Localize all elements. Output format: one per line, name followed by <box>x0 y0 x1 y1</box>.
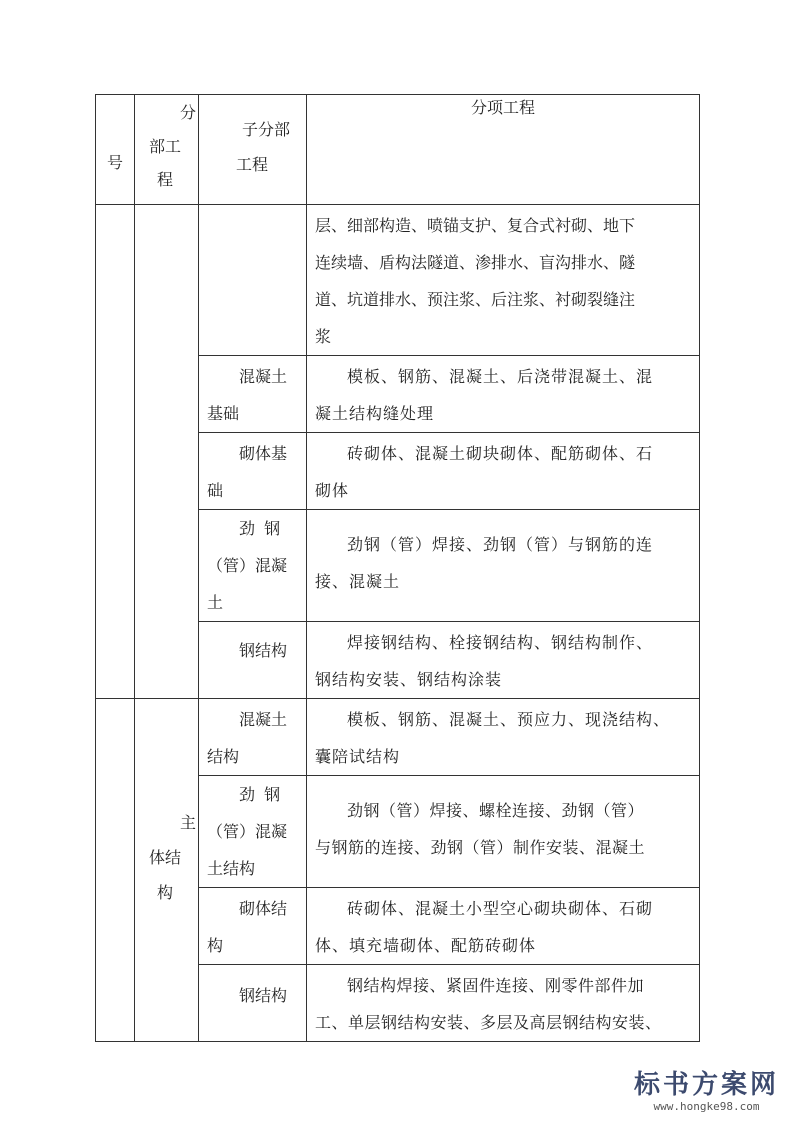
items-line: 砖砌体、混凝土小型空心砌块砌体、石砌 <box>347 899 654 918</box>
subdivision-line: 砌体结 <box>239 899 288 918</box>
header-subdivision-text: 工程 <box>236 155 269 174</box>
items-line: 劲钢（管）焊接、劲钢（管）与钢筋的连 <box>347 535 654 554</box>
items-line: 砌体 <box>315 481 350 500</box>
subdivision-cell <box>199 433 307 510</box>
header-division-text: 部工 <box>149 137 182 156</box>
subdivision-line: 砌体基 <box>239 444 288 463</box>
subdivision-line: 土 <box>207 593 224 612</box>
items-cell <box>307 433 700 510</box>
subdivision-cell <box>199 776 307 888</box>
items-line: 砖砌体、混凝土砌块砌体、配筋砌体、石 <box>347 444 654 463</box>
items-cell <box>307 356 700 433</box>
division-text: 体结 <box>149 848 182 867</box>
items-line: 劲钢（管）焊接、螺栓连接、劲钢（管） <box>347 801 645 820</box>
items-line: 道、坑道排水、预注浆、后注浆、衬砌裂缝注 <box>315 290 636 309</box>
header-items-cell <box>307 95 700 205</box>
subdivision-cell <box>199 622 307 699</box>
subdivision-line: 构 <box>207 936 224 955</box>
division-text: 构 <box>157 883 174 902</box>
division-text: 主 <box>179 813 196 832</box>
division-cell <box>135 699 199 1042</box>
items-line: 钢结构焊接、紧固件连接、刚零件部件加 <box>347 976 645 995</box>
subdivision-cell <box>199 965 307 1042</box>
header-subdivision-text: 子分部 <box>242 120 291 139</box>
table-row <box>96 205 700 356</box>
subdivision-line: 础 <box>207 481 224 500</box>
subdivision-line: 钢结构 <box>239 641 288 660</box>
subdivision-cell <box>199 205 307 356</box>
table-header-row <box>96 95 700 205</box>
items-line: 层、细部构造、喷锚支护、复合式衬砌、地下 <box>315 216 636 235</box>
items-cell <box>307 205 700 356</box>
site-watermark <box>634 1070 779 1114</box>
header-division-cell <box>135 95 199 205</box>
subdivision-line: 钢结构 <box>239 986 288 1005</box>
items-line: 接、混凝土 <box>315 572 401 591</box>
items-line: 与钢筋的连接、劲钢（管）制作安装、混凝土 <box>315 838 646 857</box>
subdivision-line: 劲 钢 <box>239 519 283 538</box>
items-line: 连续墙、盾构法隧道、渗排水、盲沟排水、隧 <box>315 253 636 272</box>
items-line: 模板、钢筋、混凝土、后浇带混凝土、混 <box>347 367 654 386</box>
subdivision-line: 基础 <box>207 404 240 423</box>
items-line: 囊陪试结构 <box>315 747 401 766</box>
subdivision-line: （管）混凝 <box>207 556 288 575</box>
header-number-text: 号 <box>107 153 124 172</box>
items-line: 钢结构安装、钢结构涂装 <box>315 670 503 689</box>
subdivision-line: 混凝土 <box>239 367 288 386</box>
subdivision-cell <box>199 356 307 433</box>
subdivision-line: 混凝土 <box>239 710 288 729</box>
subdivision-cell <box>199 888 307 965</box>
items-line: 焊接钢结构、栓接钢结构、钢结构制作、 <box>347 633 654 652</box>
items-line: 工、单层钢结构安装、多层及高层钢结构安装、 <box>315 1013 662 1032</box>
items-line: 体、填充墙砌体、配筋砖砌体 <box>315 936 537 955</box>
header-division-text: 分 <box>179 103 196 122</box>
subdivision-line: 结构 <box>207 747 240 766</box>
items-cell <box>307 888 700 965</box>
items-cell <box>307 776 700 888</box>
watermark-url: www.hongke98.com <box>653 1100 760 1113</box>
subdivision-line: 劲 钢 <box>239 785 283 804</box>
items-cell <box>307 510 700 622</box>
items-line: 浆 <box>315 327 332 346</box>
subdivision-cell <box>199 510 307 622</box>
project-division-table <box>95 94 700 1042</box>
header-number-cell <box>96 95 135 205</box>
table-row <box>96 699 700 776</box>
division-cell <box>135 205 199 699</box>
number-cell <box>96 205 135 699</box>
items-line: 凝土结构缝处理 <box>315 404 435 423</box>
header-items-text: 分项工程 <box>470 98 535 117</box>
watermark-title: 标书方案网 <box>633 1070 779 1100</box>
subdivision-cell <box>199 699 307 776</box>
items-cell <box>307 699 700 776</box>
items-line: 模板、钢筋、混凝土、预应力、现浇结构、 <box>347 710 671 729</box>
items-cell <box>307 965 700 1042</box>
subdivision-line: 土结构 <box>207 859 256 878</box>
number-cell <box>96 699 135 1042</box>
subdivision-line: （管）混凝 <box>207 822 288 841</box>
header-subdivision-cell <box>199 95 307 205</box>
header-division-text: 程 <box>157 170 174 189</box>
items-cell <box>307 622 700 699</box>
